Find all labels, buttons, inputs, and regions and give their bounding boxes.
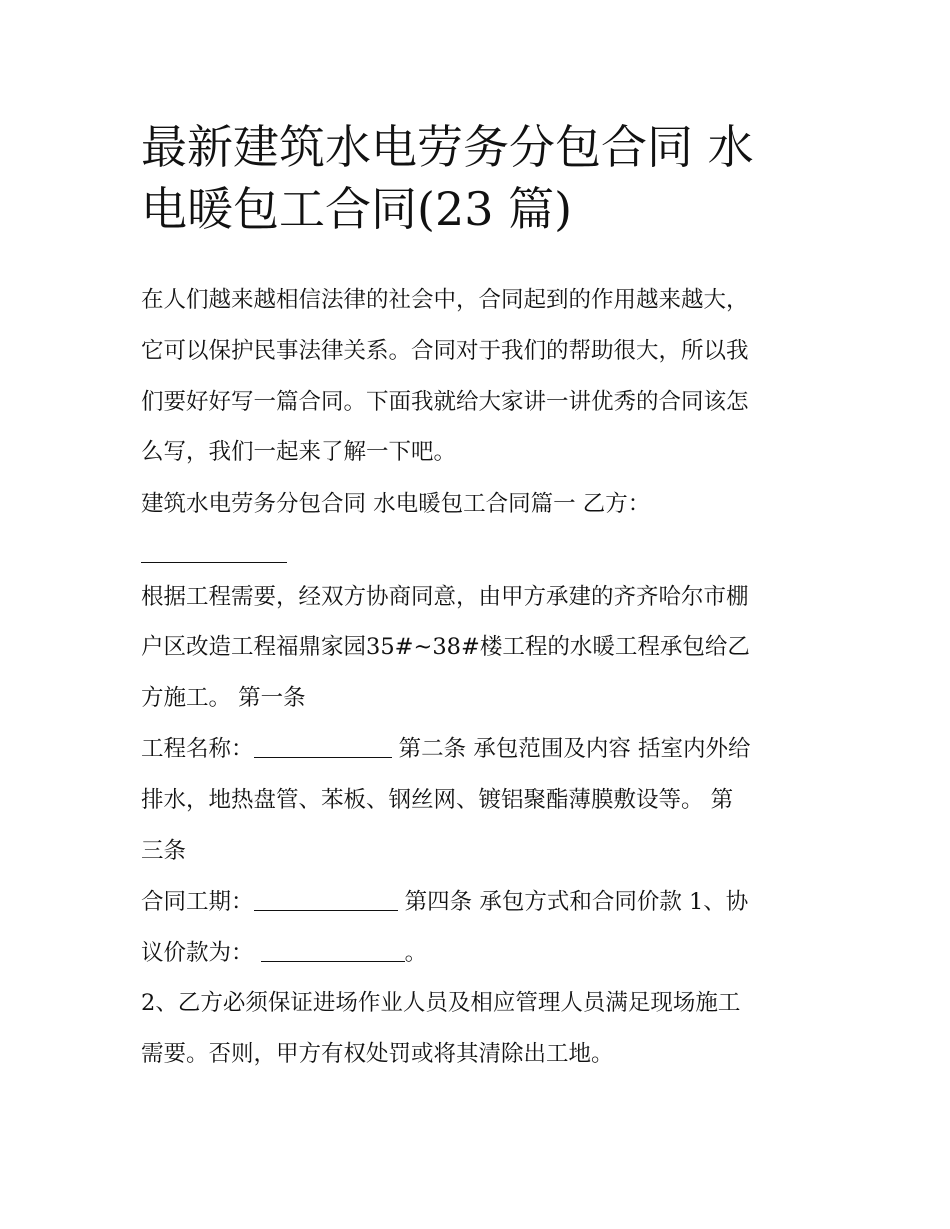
party-b-blank-line bbox=[141, 538, 287, 570]
basis-line: 方施工。 第一条 bbox=[141, 685, 306, 711]
basis-line: 根据工程需要，经双方协商同意，由甲方承建的齐齐哈尔市棚 bbox=[141, 584, 749, 610]
price-line bbox=[141, 937, 427, 969]
intro-line: 它可以保护民事法律关系。合同对于我们的帮助很大，所以我 bbox=[141, 338, 749, 364]
basis-line: 户区改造工程福鼎家园35#~38#楼工程的水暖工程承包给乙 bbox=[141, 634, 750, 660]
intro-line: 们要好好写一篇合同。下面我就给大家讲一讲优秀的合同该怎 bbox=[141, 389, 749, 415]
project-name-blank bbox=[254, 737, 392, 758]
clause2-line: 2、乙方必须保证进场作业人员及相应管理人员满足现场施工 bbox=[141, 990, 741, 1016]
scope-line: 三条 bbox=[141, 838, 187, 864]
project-name-label: 工程名称： bbox=[141, 736, 254, 762]
title-line-1: 最新建筑水电劳务分包合同 水 bbox=[141, 120, 754, 174]
price-label: 议价款为： bbox=[141, 940, 254, 966]
price-end: 。 bbox=[404, 940, 428, 966]
intro-line: 在人们越来越相信法律的社会中，合同起到的作用越来越大， bbox=[141, 287, 749, 313]
period-label: 合同工期： bbox=[141, 889, 254, 915]
scope-line: 排水，地热盘管、苯板、钢丝网、镀铝聚酯薄膜敷设等。 第 bbox=[141, 787, 734, 813]
clause2-line: 需要。否则，甲方有权处罚或将其清除出工地。 bbox=[141, 1041, 614, 1067]
title-line-2: 电暖包工合同(23 篇) bbox=[141, 182, 573, 236]
intro-line: 么写，我们一起来了解一下吧。 bbox=[141, 439, 457, 465]
period-rest: 第四条 承包方式和合同价款 1、协 bbox=[397, 889, 749, 915]
price-blank bbox=[261, 941, 405, 962]
project-name-line bbox=[141, 733, 750, 765]
party-b-blank bbox=[141, 542, 287, 563]
project-name-rest: 第二条 承包范围及内容 括室内外给 bbox=[391, 736, 751, 762]
period-line bbox=[141, 886, 748, 918]
document-title bbox=[141, 116, 813, 240]
period-blank bbox=[254, 890, 398, 911]
section-heading: 建筑水电劳务分包合同 水电暖包工合同篇一 乙方： bbox=[141, 491, 651, 517]
